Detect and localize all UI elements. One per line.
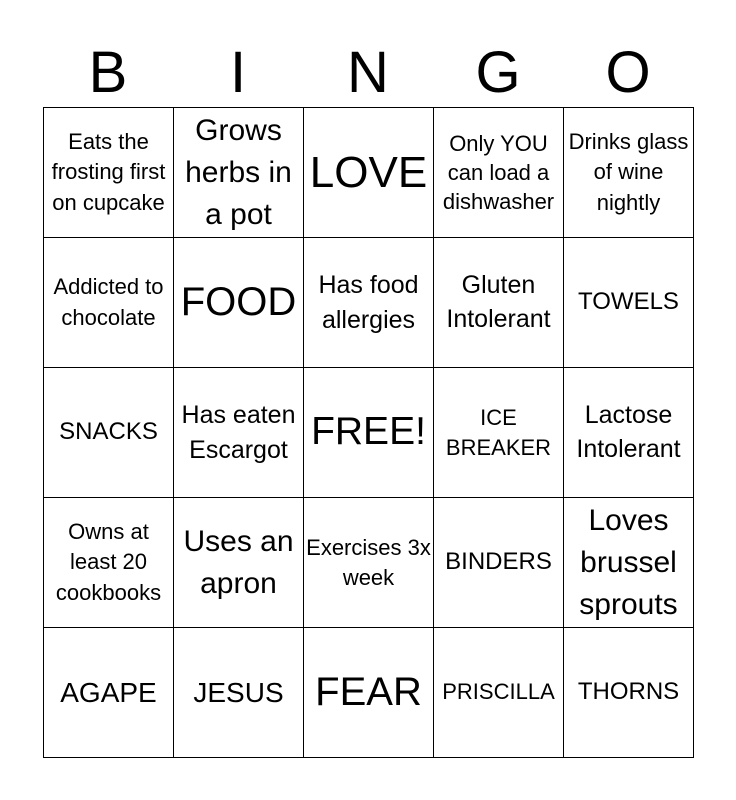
bingo-cell[interactable] xyxy=(174,238,304,368)
cell-text: Lactose Intolerant xyxy=(576,401,681,463)
bingo-cell[interactable] xyxy=(44,628,174,758)
bingo-cell[interactable] xyxy=(44,368,174,498)
cell-text: FOOD xyxy=(180,279,297,324)
cell-text: AGAPE xyxy=(60,676,157,708)
cell-text: Only YOU can load a dishwasher xyxy=(442,130,555,215)
cell-text: Gluten Intolerant xyxy=(446,271,551,333)
cell-text: ICE BREAKER xyxy=(445,405,552,460)
header-letter-i: I xyxy=(229,40,247,105)
bingo-cell[interactable] xyxy=(434,628,564,758)
bingo-cell[interactable] xyxy=(174,368,304,498)
bingo-cell[interactable] xyxy=(434,108,564,238)
cell-text: Has food allergies xyxy=(318,271,419,334)
bingo-cell[interactable] xyxy=(434,498,564,628)
cell-text: Has eaten Escargot xyxy=(181,401,296,464)
bingo-cell[interactable] xyxy=(564,368,694,498)
bingo-cell[interactable] xyxy=(434,238,564,368)
bingo-cell[interactable] xyxy=(434,368,564,498)
bingo-board xyxy=(43,107,694,758)
cell-text: TOWELS xyxy=(578,288,679,316)
cell-text: Drinks glass of wine nightly xyxy=(568,128,689,215)
cell-text: THORNS xyxy=(577,678,680,706)
bingo-cell[interactable] xyxy=(174,628,304,758)
bingo-cell[interactable] xyxy=(304,108,434,238)
bingo-cell[interactable] xyxy=(564,628,694,758)
bingo-cell[interactable] xyxy=(44,108,174,238)
bingo-cell[interactable] xyxy=(44,498,174,628)
bingo-cell[interactable] xyxy=(304,628,434,758)
header-letter-g: G xyxy=(475,40,521,105)
bingo-cell[interactable] xyxy=(174,108,304,238)
cell-text: LOVE xyxy=(309,147,428,197)
header-letter-n: N xyxy=(347,40,389,105)
cell-text: Uses an apron xyxy=(183,524,294,600)
bingo-cell[interactable] xyxy=(174,498,304,628)
cell-text: Addicted to chocolate xyxy=(53,274,164,330)
header-letter-o: O xyxy=(605,40,651,105)
bingo-cell[interactable] xyxy=(304,498,434,628)
cell-text: JESUS xyxy=(193,676,284,708)
cell-text: Grows herbs in a pot xyxy=(185,113,292,231)
header-letter-b: B xyxy=(88,40,128,105)
bingo-header xyxy=(43,38,693,108)
bingo-cell[interactable] xyxy=(44,238,174,368)
bingo-cell[interactable] xyxy=(304,368,434,498)
bingo-cell[interactable] xyxy=(564,498,694,628)
cell-text: Owns at least 20 cookbooks xyxy=(55,518,162,605)
free-space-label: FREE! xyxy=(311,410,426,454)
cell-text: FEAR xyxy=(315,669,422,714)
cell-text: BINDERS xyxy=(445,548,552,576)
cell-text: PRISCILLA xyxy=(442,679,555,705)
cell-text: Eats the frosting first on cupcake xyxy=(51,128,166,215)
bingo-cell[interactable] xyxy=(564,108,694,238)
bingo-cell[interactable] xyxy=(564,238,694,368)
cell-text: Exercises 3x week xyxy=(306,535,431,590)
bingo-cell[interactable] xyxy=(304,238,434,368)
cell-text: SNACKS xyxy=(59,418,158,446)
cell-text: Loves brussel sprouts xyxy=(579,503,678,621)
